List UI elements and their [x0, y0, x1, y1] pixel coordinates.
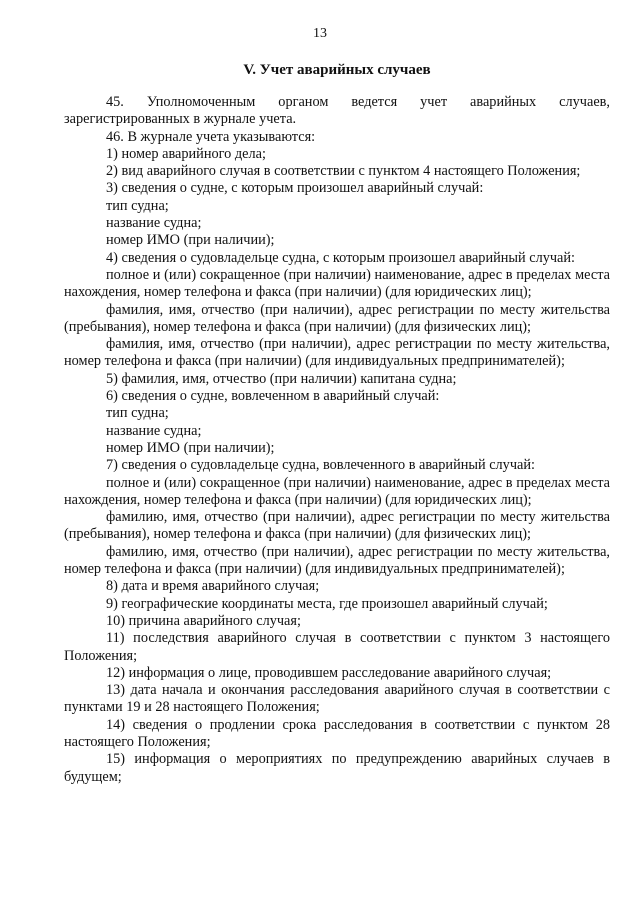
paragraph: 46. В журнале учета указываются:: [106, 128, 316, 145]
paragraph: 11) последствия аварийного случая в соответствии с пунктом 3 настоящего Положения;: [64, 630, 610, 664]
paragraph: 3) сведения о судне, с которым произошел аварийный случай:: [106, 180, 484, 197]
paragraph: фамилию, имя, отчество (при наличии), адрес регистрации по месту жительства, номер телефона и факса (при наличии) (для индивидуальных предпринимателей);: [64, 543, 610, 578]
paragraph: название судна;: [106, 215, 202, 232]
paragraph: 5) фамилия, имя, отчество (при наличии) капитана судна;: [106, 370, 457, 387]
paragraph: 9) географические координаты места, где произошел аварийный случай;: [106, 595, 548, 612]
paragraph: номер ИМО (при наличии);: [106, 439, 275, 456]
paragraph: 45. Уполномоченным органом ведется учет аварийных случаев, зарегистрированных в журнале учета.: [64, 94, 610, 128]
paragraph: фамилия, имя, отчество (при наличии), адрес регистрации по месту жительства, номер телефона и факса (при наличии) (для индивидуальных предпринимателей);: [64, 336, 610, 370]
paragraph: 8) дата и время аварийного случая;: [106, 578, 320, 595]
paragraph: 6) сведения о судне, вовлеченном в аварийный случай:: [106, 388, 440, 405]
paragraph: полное и (или) сокращенное (при наличии) наименование, адрес в пределах места нахождения, номер телефона и факса (при наличии) (для юридических лиц);: [64, 266, 610, 301]
paragraph: 4) сведения о судовладельце судна, с которым произошел аварийный случай:: [106, 249, 576, 266]
paragraph: название судна;: [106, 422, 202, 439]
paragraph: тип судна;: [106, 197, 169, 214]
paragraph: 13) дата начала и окончания расследования аварийного случая в соответствии с пунктами 19 и 28 настоящего Положения;: [64, 682, 610, 716]
paragraph: тип судна;: [106, 405, 169, 422]
paragraph: 14) сведения о продлении срока расследования в соответствии с пунктом 28 настоящего Положения;: [64, 716, 610, 750]
document-body: [64, 94, 610, 786]
paragraph: 12) информация о лице, проводившем расследование аварийного случая;: [106, 664, 552, 681]
paragraph: фамилия, имя, отчество (при наличии), адрес регистрации по месту жительства (пребывания), номер телефона и факса (при наличии) (для физических лиц);: [64, 301, 610, 335]
paragraph: 10) причина аварийного случая;: [106, 612, 301, 629]
section-title: V. Учет аварийных случаев: [243, 62, 431, 78]
paragraph: 15) информация о мероприятиях по предупреждению аварийных случаев в будущем;: [64, 751, 610, 785]
paragraph: фамилию, имя, отчество (при наличии), адрес регистрации по месту жительства (пребывания), номер телефона и факса (при наличии) (для физических лиц);: [64, 509, 610, 543]
paragraph: 1) номер аварийного дела;: [106, 145, 266, 162]
page-number: 13: [313, 26, 327, 41]
paragraph: 2) вид аварийного случая в соответствии с пунктом 4 настоящего Положения;: [106, 163, 581, 180]
paragraph: 7) сведения о судовладельце судна, вовлеченного в аварийный случай:: [106, 457, 535, 474]
paragraph: полное и (или) сокращенное (при наличии) наименование, адрес в пределах места нахождения, номер телефона и факса (при наличии) (для юридических лиц);: [64, 474, 610, 508]
paragraph: номер ИМО (при наличии);: [106, 232, 275, 249]
